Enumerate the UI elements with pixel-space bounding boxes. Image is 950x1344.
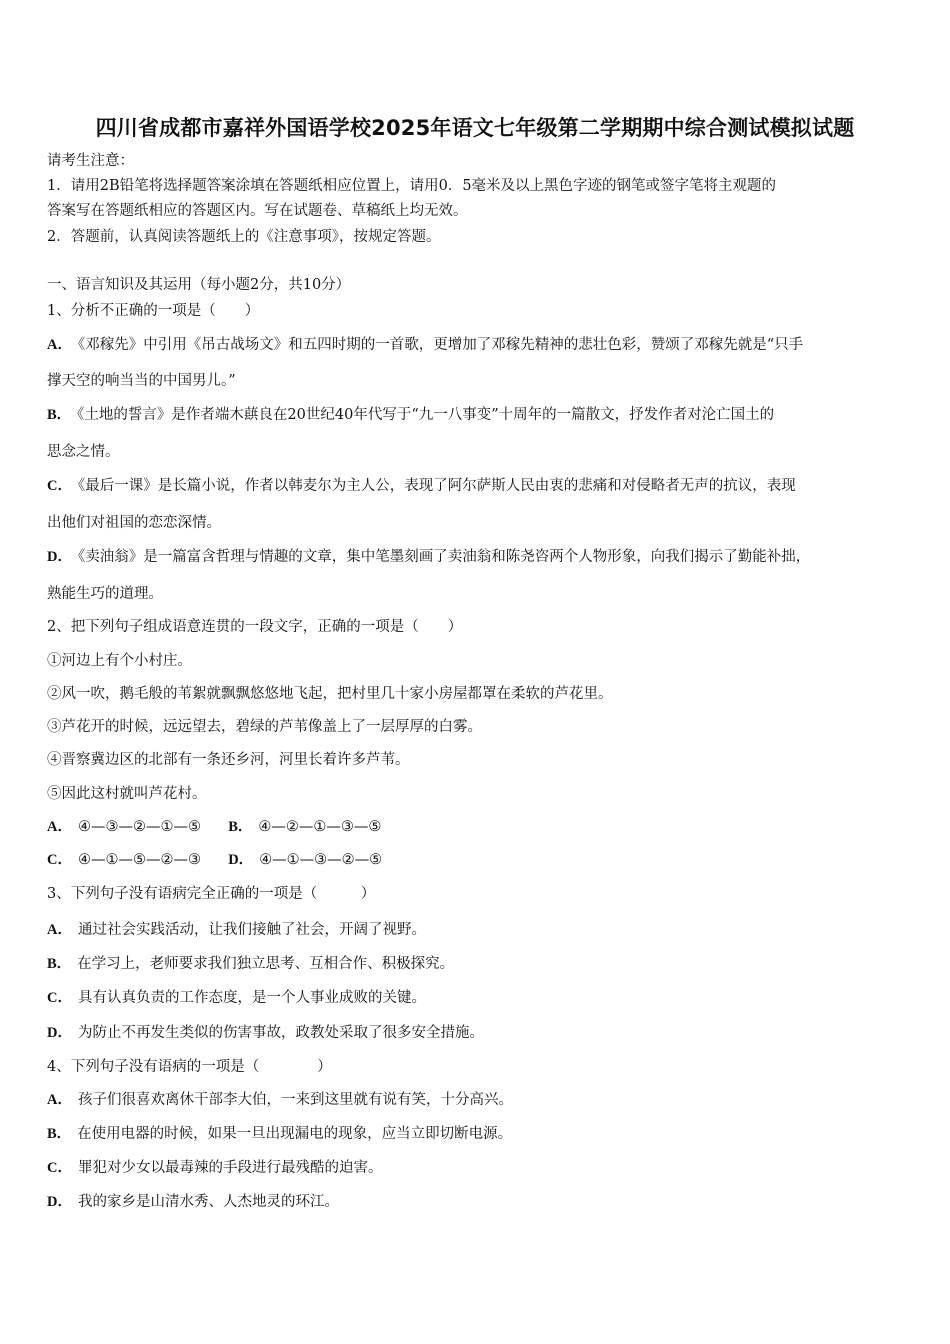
option-letter: A．: [47, 819, 72, 835]
option-text: 我的家乡是山清水秀、人杰地灵的环江。: [77, 1194, 339, 1210]
option-letter: B．: [47, 1126, 72, 1142]
question-stem: 2、把下列句子组成语意连贯的一段文字，正确的一项是（ ）: [47, 619, 463, 635]
section-heading: 一、语言知识及其运用（每小题2分，共10分）: [47, 277, 351, 293]
notice-line: 2．答题前，认真阅读答题纸上的《注意事项》，按规定答题。: [47, 229, 441, 245]
option-text: 在使用电器的时候，如果一旦出现漏电的现象，应当立即切断电源。: [77, 1126, 513, 1142]
option-text: 《土地的誓言》是作者端木蕻良在20世纪40年代写于“九一八事变”十周年的一篇散文，抒发作者对沦亡国土的: [77, 407, 775, 423]
notice-heading: 请考生注意：: [47, 153, 134, 169]
option-continuation: 思念之情。: [47, 444, 120, 460]
option-line: [47, 1091, 513, 1109]
option-line: [47, 406, 774, 424]
option-row: [47, 818, 381, 836]
option-line: [47, 1024, 484, 1042]
option-line: [47, 548, 810, 566]
option-line: [47, 1125, 512, 1143]
option-text: ④—②—①—③—⑤: [258, 819, 382, 835]
option-letter: D．: [47, 1194, 72, 1210]
option-letter: D．: [47, 1025, 72, 1041]
option-letter: C．: [47, 852, 72, 868]
option-line: [47, 921, 426, 939]
option-continuation: 出他们对祖国的恋恋深情。: [47, 515, 221, 531]
option-letter: A．: [47, 1092, 72, 1108]
option-text: 孩子们很喜欢离休干部李大伯，一来到这里就有说有笑，十分高兴。: [77, 1092, 513, 1108]
option-continuation: 撑天空的响当当的中国男儿。”: [47, 373, 236, 389]
sentence-item: ②风一吹，鹅毛般的苇絮就飘飘悠悠地飞起，把村里几十家小房屋都罩在柔软的芦花里。: [47, 686, 613, 702]
question-stem: 1、分析不正确的一项是（ ）: [47, 303, 260, 319]
sentence-item: ③芦花开的时候，远远望去，碧绿的芦苇像盖上了一层厚厚的白雾。: [47, 719, 482, 735]
option-line: [47, 955, 454, 973]
option-text: ④—③—②—①—⑤: [77, 819, 201, 835]
sentence-item: ④晋察冀边区的北部有一条还乡河，河里长着许多芦苇。: [47, 752, 410, 768]
option-letter: C．: [47, 478, 72, 494]
option-letter: B．: [47, 407, 72, 423]
option-continuation: 熟能生巧的道理。: [47, 586, 163, 602]
sentence-item: ⑤因此这村就叫芦花村。: [47, 786, 207, 802]
option-line: [47, 1159, 382, 1177]
option-text: 《最后一课》是长篇小说，作者以韩麦尔为主人公，表现了阿尔萨斯人民由衷的悲痛和对侵略者无声的抗议，表现: [77, 478, 796, 494]
option-text: ④—①—③—②—⑤: [259, 852, 383, 868]
option-line: [47, 336, 803, 354]
document-title: 四川省成都市嘉祥外国语学校2025年语文七年级第二学期期中综合测试模拟试题: [95, 116, 855, 140]
option-letter: D．: [228, 852, 254, 868]
option-text: 在学习上，老师要求我们独立思考、互相合作、积极探究。: [77, 956, 455, 972]
option-line: [47, 1193, 339, 1211]
option-text: 罪犯对少女以最毒辣的手段进行最残酷的迫害。: [77, 1160, 383, 1176]
option-text: 《邓稼先》中引用《吊古战场文》和五四时期的一首歌，更增加了邓稼先精神的悲壮色彩，赞颂了邓稼先就是“只手: [77, 337, 804, 353]
option-letter: C．: [47, 1160, 72, 1176]
option-letter: B．: [47, 956, 72, 972]
option-text: 为防止不再发生类似的伤害事故，政教处采取了很多安全措施。: [77, 1025, 484, 1041]
question-stem: 3、下列句子没有语病完全正确的一项是（ ）: [47, 886, 376, 902]
option-text: 具有认真负责的工作态度，是一个人事业成败的关键。: [77, 990, 426, 1006]
question-stem: 4、下列句子没有语病的一项是（ ）: [47, 1059, 332, 1075]
sentence-item: ①河边上有个小村庄。: [47, 653, 192, 669]
option-letter: D．: [47, 549, 72, 565]
notice-line: 答案写在答题纸相应的答题区内。写在试题卷、草稿纸上均无效。: [47, 203, 468, 219]
option-line: [47, 989, 426, 1007]
option-letter: C．: [47, 990, 72, 1006]
option-text: ④—①—⑤—②—③: [77, 852, 201, 868]
option-row: [47, 851, 382, 869]
notice-line: 1．请用2B铅笔将选择题答案涂填在答题纸相应位置上，请用0．5毫米及以上黑色字迹的钢笔或签字笔将主观题的: [47, 178, 777, 194]
option-line: [47, 477, 796, 495]
option-text: 通过社会实践活动，让我们接触了社会，开阔了视野。: [77, 922, 426, 938]
option-letter: A．: [47, 922, 72, 938]
option-letter: A．: [47, 337, 72, 353]
option-text: 《卖油翁》是一篇富含哲理与情趣的文章，集中笔墨刻画了卖油翁和陈尧咨两个人物形象，向我们揭示了勤能补拙，: [77, 549, 811, 565]
option-letter: B．: [228, 819, 253, 835]
